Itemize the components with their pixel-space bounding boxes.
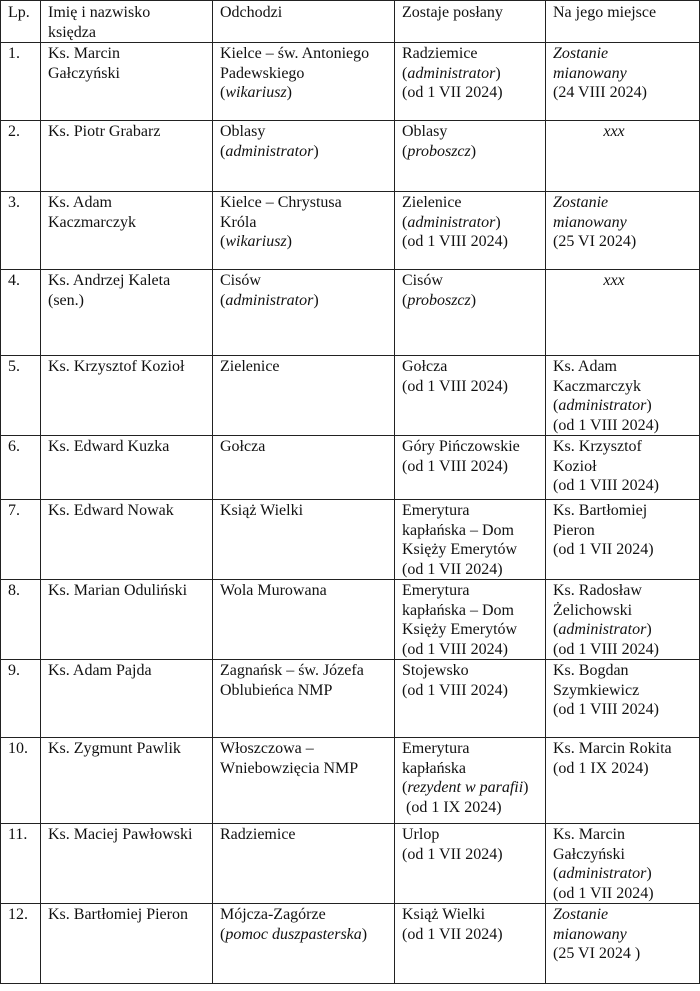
cell-leaves-line: Kielce – św. Antoniego	[220, 45, 370, 62]
cell-sent-to-line: (od 1 IX 2024)	[406, 798, 502, 816]
cell-lp: 6.	[1, 436, 41, 500]
cell-priest-name	[41, 580, 213, 660]
cell-replacement-line: (25 VI 2024 )	[553, 945, 641, 962]
cell-sent-to-line: kapłańska	[402, 759, 466, 777]
cell-sent-to-line: (proboszcz)	[402, 142, 477, 160]
cell-replacement-line: (administrator)	[553, 621, 652, 638]
cell-sent-to-line: Urlop	[402, 826, 440, 843]
cell-leaves-line: Oblubieńca NMP	[220, 681, 333, 699]
cell-replacement-line: (od 1 VIII 2024)	[553, 640, 659, 658]
cell-replacement	[546, 904, 700, 984]
cell-priest-name	[41, 121, 213, 192]
cell-priest-name-line: Ks. Edward Nowak	[48, 502, 174, 519]
cell-replacement	[546, 436, 700, 500]
cell-sent-to-line: Emerytura	[402, 740, 470, 757]
cell-replacement-line: (od 1 VII 2024)	[553, 884, 654, 902]
cell-priest-name	[41, 43, 213, 121]
cell-leaves-line: Cisów	[220, 272, 261, 289]
cell-leaves-line: Radziemice	[220, 826, 296, 843]
cell-priest-name-line: Ks. Maciej Pawłowski	[48, 826, 193, 843]
cell-leaves-line: Wniebowzięcia NMP	[220, 759, 359, 777]
cell-replacement-line: (od 1 VIII 2024)	[553, 477, 659, 494]
cell-sent-to-line: Emerytura	[402, 582, 470, 599]
cell-replacement-line: mianowany	[553, 64, 627, 82]
cell-leaves-line: Gołcza	[220, 438, 266, 455]
cell-leaves-line: Wola Murowana	[220, 582, 327, 599]
cell-leaves	[213, 824, 395, 904]
table-row	[1, 43, 700, 121]
cell-replacement-line: Kaczmarczyk	[553, 377, 641, 395]
table-row	[1, 738, 700, 824]
cell-replacement-line: mianowany	[553, 213, 627, 231]
cell-replacement-line: Zostanie	[553, 194, 609, 211]
cell-replacement-line: Ks. Marcin Rokita	[553, 740, 672, 757]
cell-priest-name	[41, 660, 213, 738]
cell-replacement-line: Ks. Bartłomiej	[553, 502, 648, 519]
cell-sent-to	[395, 436, 546, 500]
cell-replacement-line: Pieron	[553, 521, 595, 539]
cell-priest-name-line: Ks. Krzysztof Kozioł	[48, 358, 185, 375]
table-row	[1, 500, 700, 580]
cell-replacement-line: Zostanie	[553, 906, 609, 923]
cell-sent-to-line: (od 1 VIII 2024)	[402, 457, 508, 475]
cell-replacement	[546, 270, 700, 356]
cell-replacement-line: Ks. Marcin	[553, 826, 625, 843]
cell-sent-to-line: (od 1 VIII 2024)	[402, 640, 508, 658]
table-row	[1, 824, 700, 904]
cell-priest-name-line: Gałczyński	[48, 64, 120, 82]
cell-sent-to-line: (od 1 VIII 2024)	[402, 377, 508, 395]
cell-lp: 3.	[1, 192, 41, 270]
cell-sent-to	[395, 580, 546, 660]
cell-sent-to	[395, 192, 546, 270]
cell-sent-to-line: (od 1 VIII 2024)	[402, 681, 508, 699]
cell-leaves-line: (pomoc duszpasterska)	[220, 925, 368, 943]
cell-replacement-line: Ks. Adam	[553, 358, 617, 375]
cell-leaves	[213, 904, 395, 984]
cell-lp: 1.	[1, 43, 41, 121]
cell-lp: 10.	[1, 738, 41, 824]
cell-sent-to	[395, 121, 546, 192]
cell-lp: 5.	[1, 356, 41, 436]
cell-sent-to-line: (od 1 VII 2024)	[402, 560, 503, 578]
cell-priest-name	[41, 904, 213, 984]
cell-lp: 12.	[1, 904, 41, 984]
cell-sent-to-line: (od 1 VII 2024)	[402, 84, 503, 101]
cell-leaves-line: Zielenice	[220, 358, 280, 375]
cell-leaves-line: (wikariusz)	[220, 84, 292, 101]
cell-replacement-line: xxx	[603, 272, 625, 289]
cell-replacement-line: Ks. Bogdan	[553, 662, 629, 679]
cell-priest-name	[41, 192, 213, 270]
cell-leaves-line: (administrator)	[220, 291, 319, 309]
cell-sent-to	[395, 738, 546, 824]
cell-sent-to-line: Książ Wielki	[402, 906, 486, 923]
cell-sent-to-line: (proboszcz)	[402, 291, 477, 309]
cell-priest-name-line: Ks. Marian Oduliński	[48, 582, 188, 599]
cell-sent-to-line: kapłańska – Dom	[402, 521, 514, 539]
header-name: Imię i nazwisko księdza	[41, 1, 213, 43]
cell-priest-name-line: Ks. Bartłomiej Pieron	[48, 906, 188, 923]
cell-sent-to-line: (od 1 VII 2024)	[402, 925, 503, 943]
cell-priest-name	[41, 436, 213, 500]
cell-sent-to-line: kapłańska – Dom	[402, 601, 514, 619]
cell-leaves	[213, 270, 395, 356]
cell-replacement-line: Żelichowski	[553, 601, 633, 619]
cell-sent-to-line: (od 1 VII 2024)	[402, 845, 503, 863]
cell-leaves-line: Kielce – Chrystusa	[220, 194, 342, 211]
cell-sent-to	[395, 904, 546, 984]
cell-sent-to	[395, 43, 546, 121]
header-replacement: Na jego miejsce	[546, 1, 700, 43]
header-to: Zostaje posłany	[395, 1, 546, 43]
cell-priest-name	[41, 824, 213, 904]
cell-replacement-line: Ks. Radosław	[553, 582, 642, 599]
cell-replacement-line: Gałczyński	[553, 845, 625, 863]
cell-priest-name	[41, 738, 213, 824]
cell-priest-name	[41, 356, 213, 436]
cell-replacement-line: (od 1 VIII 2024)	[553, 701, 659, 718]
cell-leaves	[213, 580, 395, 660]
cell-lp: 11.	[1, 824, 41, 904]
cell-replacement	[546, 500, 700, 580]
cell-lp: 8.	[1, 580, 41, 660]
cell-replacement	[546, 356, 700, 436]
cell-leaves	[213, 356, 395, 436]
cell-priest-name	[41, 270, 213, 356]
cell-sent-to	[395, 356, 546, 436]
cell-replacement-line: (24 VIII 2024)	[553, 84, 647, 101]
cell-replacement-line: mianowany	[553, 925, 627, 943]
cell-priest-name-line: Ks. Adam Pajda	[48, 662, 152, 679]
cell-priest-name-line: Kaczmarczyk	[48, 213, 136, 231]
cell-leaves-line: Mójcza-Zagórze	[220, 906, 326, 923]
cell-priest-name-line: Ks. Edward Kuzka	[48, 438, 170, 455]
cell-leaves-line: Króla	[220, 213, 257, 231]
cell-sent-to-line: (od 1 VIII 2024)	[402, 233, 508, 250]
cell-sent-to-line: Stojewsko	[402, 662, 469, 679]
cell-lp: 2.	[1, 121, 41, 192]
cell-sent-to-line: Emerytura	[402, 502, 470, 519]
header-lp: Lp.	[1, 1, 41, 43]
cell-sent-to-line: Księży Emerytów	[402, 621, 518, 638]
cell-replacement	[546, 580, 700, 660]
table-row	[1, 580, 700, 660]
cell-leaves-line: (administrator)	[220, 142, 319, 160]
cell-priest-name-line: Ks. Adam	[48, 194, 112, 211]
cell-sent-to	[395, 824, 546, 904]
cell-replacement-line: Szymkiewicz	[553, 681, 640, 699]
cell-leaves-line: Zagnańsk – św. Józefa	[220, 662, 364, 679]
cell-priest-name-line: Ks. Andrzej Kaleta	[48, 272, 171, 289]
table-row	[1, 436, 700, 500]
cell-leaves-line: (wikariusz)	[220, 233, 292, 250]
header-from: Odchodzi	[213, 1, 395, 43]
cell-leaves-line: Włoszczowa –	[220, 740, 314, 757]
cell-priest-name-line: Ks. Marcin	[48, 45, 120, 62]
cell-sent-to-line: Zielenice	[402, 194, 462, 211]
cell-replacement-line: Ks. Krzysztof	[553, 438, 642, 455]
cell-replacement-line: Kozioł	[553, 457, 597, 475]
cell-sent-to-line: (administrator)	[402, 213, 501, 231]
cell-lp: 4.	[1, 270, 41, 356]
cell-replacement	[546, 121, 700, 192]
cell-sent-to-line: Góry Pińczowskie	[402, 438, 520, 455]
cell-lp: 9.	[1, 660, 41, 738]
cell-leaves-line: Padewskiego	[220, 64, 305, 82]
cell-replacement-line: (administrator)	[553, 865, 652, 882]
table-row	[1, 270, 700, 356]
cell-replacement-line: Zostanie	[553, 45, 609, 62]
table-row	[1, 660, 700, 738]
cell-sent-to	[395, 270, 546, 356]
cell-leaves	[213, 660, 395, 738]
cell-replacement	[546, 738, 700, 824]
cell-replacement-line: (od 1 VIII 2024)	[553, 416, 659, 434]
cell-leaves-line: Oblasy	[220, 123, 266, 140]
cell-leaves	[213, 500, 395, 580]
table-row	[1, 121, 700, 192]
cell-replacement-line: (od 1 IX 2024)	[553, 759, 649, 777]
cell-leaves	[213, 192, 395, 270]
table-header-row	[1, 1, 700, 43]
cell-replacement-line: xxx	[603, 123, 625, 140]
cell-priest-name	[41, 500, 213, 580]
cell-sent-to-line: Księży Emerytów	[402, 541, 518, 558]
cell-leaves-line: Książ Wielki	[220, 502, 304, 519]
cell-leaves	[213, 121, 395, 192]
cell-replacement	[546, 43, 700, 121]
cell-replacement-line: (25 VI 2024)	[553, 233, 637, 250]
cell-sent-to-line: (rezydent w parafii)	[402, 779, 529, 796]
cell-leaves	[213, 436, 395, 500]
cell-sent-to-line: Radziemice	[402, 45, 478, 62]
cell-leaves	[213, 43, 395, 121]
cell-priest-name-line: Ks. Zygmunt Pawlik	[48, 740, 181, 757]
cell-lp: 7.	[1, 500, 41, 580]
cell-replacement	[546, 192, 700, 270]
cell-leaves	[213, 738, 395, 824]
table-row	[1, 904, 700, 984]
cell-sent-to	[395, 500, 546, 580]
cell-priest-name-line: (sen.)	[48, 291, 84, 309]
cell-replacement	[546, 824, 700, 904]
cell-priest-name-line: Ks. Piotr Grabarz	[48, 123, 161, 140]
table-row	[1, 356, 700, 436]
table-row	[1, 192, 700, 270]
cell-sent-to-line: Cisów	[402, 272, 443, 289]
cell-sent-to	[395, 660, 546, 738]
cell-sent-to-line: (administrator)	[402, 64, 501, 82]
cell-replacement-line: (administrator)	[553, 397, 652, 414]
cell-sent-to-line: Gołcza	[402, 358, 448, 375]
cell-sent-to-line: Oblasy	[402, 123, 448, 140]
cell-replacement-line: (od 1 VII 2024)	[553, 541, 654, 558]
cell-replacement	[546, 660, 700, 738]
